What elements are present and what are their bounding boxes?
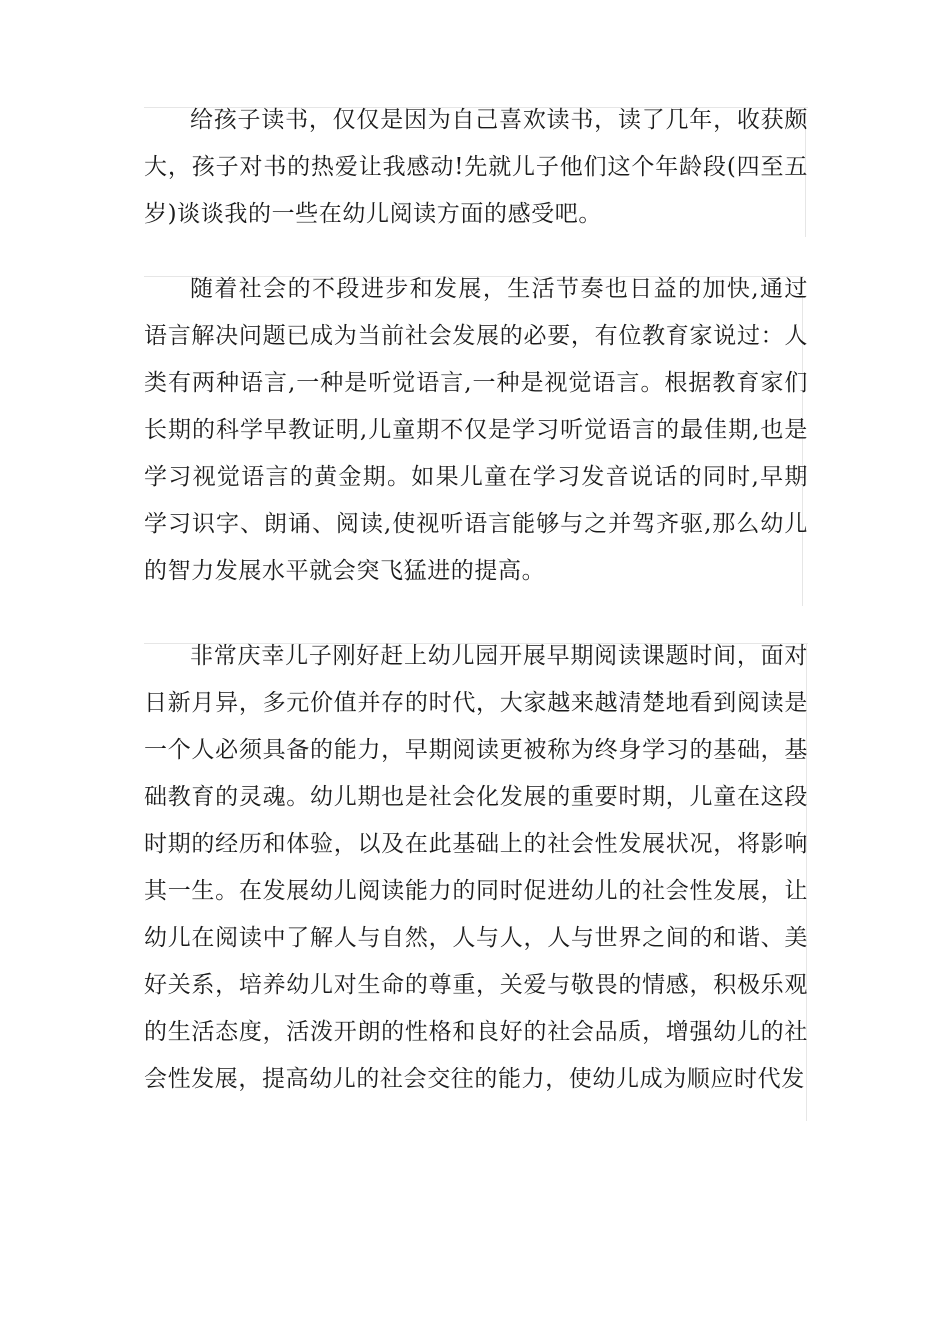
paragraph-3: 非常庆幸儿子刚好赶上幼儿园开展早期阅读课题时间，面对日新月异，多元价值并存的时代，大家越来越清楚地看到阅读是一个人必须具备的能力，早期阅读更被称为终身学习的基础，基础教育的灵魂。幼儿期也是社会化发展的重要时期，儿童在这段时期的经历和体验，以及在此基础上的社会性发展状况，将影响其一生。在发展幼儿阅读能力的同时促进幼儿的社会性发展，让幼儿在阅读中了解人与自然，人与人，人与世界之间的和谐、美好关系，培养幼儿对生命的尊重，关爱与敬畏的情感，积极乐观的生活态度，活泼开朗的性格和良好的社会品质，增强幼儿的社会性发展，提高幼儿的社会交往的能力，使幼儿成为顺应时代发 bbox=[144, 643, 808, 1092]
paragraph-1: 给孩子读书，仅仅是因为自己喜欢读书，读了几年，收获颇大，孩子对书的热爱让我感动!先就儿子他们这个年龄段(四至五岁)谈谈我的一些在幼儿阅读方面的感受吧。 bbox=[144, 107, 808, 227]
paragraph-2: 随着社会的不段进步和发展，生活节奏也日益的加快,通过语言解决问题已成为当前社会发展的必要，有位教育家说过：人类有两种语言,一种是听觉语言,一种是视觉语言。根据教育家们长期的科学早教证明,儿童期不仅是学习听觉语言的最佳期,也是学习视觉语言的黄金期。如果儿童在学习发音说话的同时,早期学习识字、朗诵、阅读,使视听语言能够与之并驾齐驱,那么幼儿的智力发展水平就会突飞猛进的提高。 bbox=[144, 276, 808, 584]
